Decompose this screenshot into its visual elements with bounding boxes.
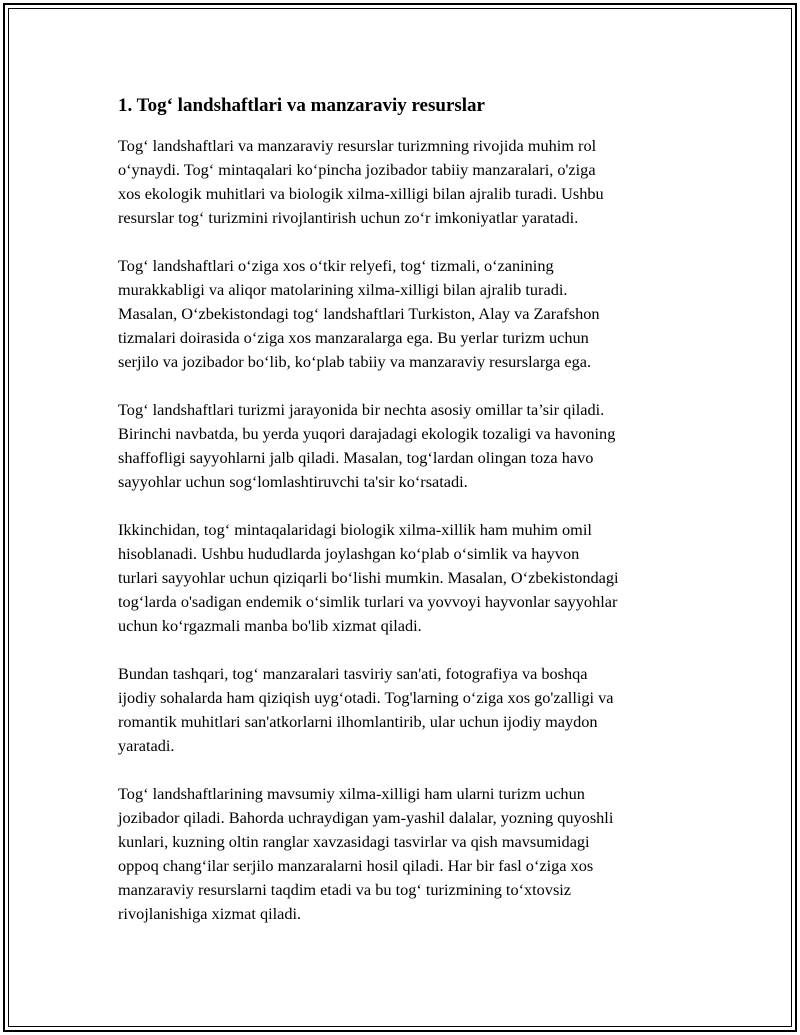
text-line: Tog‘ landshaftlari o‘ziga xos o‘tkir relyefi, tog‘ tizmali, o‘zanining [118, 256, 554, 275]
text-line: Masalan, O‘zbekistondagi tog‘ landshaftlari Turkiston, Alay va Zarafshon [118, 304, 600, 323]
text-line: sayyohlar uchun sog‘lomlashtiruvchi ta'sir ko‘rsatadi. [118, 472, 468, 491]
paragraph-4 [118, 518, 688, 638]
document-body [118, 94, 688, 950]
text-line: resurslar tog‘ turizmini rivojlantirish uchun zo‘r imkoniyatlar yaratadi. [118, 208, 579, 227]
text-line: serjilo va jozibador bo‘lib, ko‘plab tabiiy va manzaraviy resurslarga ega. [118, 352, 592, 371]
text-line: o‘ynaydi. Tog‘ mintaqalari ko‘pincha jozibador tabiiy manzaralari, o'ziga [118, 160, 596, 179]
text-line: xos ekologik muhitlari va biologik xilma-xilligi bilan ajralib turadi. Ushbu [118, 184, 604, 203]
text-line: jozibador qiladi. Bahorda uchraydigan yam-yashil dalalar, yozning quyoshli [118, 808, 614, 827]
text-line: uchun ko‘rgazmali manba bo'lib xizmat qiladi. [118, 616, 422, 635]
text-line: yaratadi. [118, 736, 175, 755]
text-line: tizmalari doirasida o‘ziga xos manzaralarga ega. Bu yerlar turizm uchun [118, 328, 589, 347]
paragraph-2 [118, 254, 688, 374]
text-line: kunlari, kuzning oltin ranglar xavzasidagi tasvirlar va qish mavsumidagi [118, 832, 590, 851]
paragraph-3 [118, 398, 688, 494]
text-line: tog‘larda o'sadigan endemik o‘simlik turlari va yovvoyi hayvonlar sayyohlar [118, 592, 618, 611]
text-line: Birinchi navbatda, bu yerda yuqori darajadagi ekologik tozaligi va havoning [118, 424, 616, 443]
paragraph-6 [118, 782, 688, 926]
text-line: manzaraviy resurslarni taqdim etadi va bu tog‘ turizmining to‘xtovsiz [118, 880, 572, 899]
text-line: shaffofligi sayyohlarni jalb qiladi. Masalan, tog‘lardan olingan toza havo [118, 448, 594, 467]
paragraph-5 [118, 662, 688, 758]
text-line: murakkabligi va aliqor matolarining xilma-xilligi bilan ajralib turadi. [118, 280, 568, 299]
text-line: hisoblanadi. Ushbu hududlarda joylashgan ko‘plab o‘simlik va hayvon [118, 544, 580, 563]
text-line: oppoq chang‘ilar serjilo manzaralarni hosil qiladi. Har bir fasl o‘ziga xos [118, 856, 594, 875]
text-line: Tog‘ landshaftlari va manzaraviy resurslar turizmning rivojida muhim rol [118, 136, 597, 155]
text-line: turlari sayyohlar uchun qiziqarli bo‘lishi mumkin. Masalan, O‘zbekistondagi [118, 568, 619, 587]
text-line: Bundan tashqari, tog‘ manzaralari tasviriy san'ati, fotografiya va boshqa [118, 664, 588, 683]
paragraph-1 [118, 134, 688, 230]
text-line: Tog‘ landshaftlarining mavsumiy xilma-xilligi ham ularni turizm uchun [118, 784, 585, 803]
text-line: romantik muhitlari san'atkorlarni ilhomlantirib, ular uchun ijodiy maydon [118, 712, 598, 731]
section-heading: 1. Tog‘ landshaftlari va manzaraviy resurslar [118, 95, 485, 116]
text-line: Ikkinchidan, tog‘ mintaqalaridagi biologik xilma-xillik ham muhim omil [118, 520, 592, 539]
text-line: rivojlanishiga xizmat qiladi. [118, 904, 302, 923]
text-line: ijodiy sohalarda ham qiziqish uyg‘otadi. Tog'larning o‘ziga xos go'zalligi va [118, 688, 614, 707]
text-line: Tog‘ landshaftlari turizmi jarayonida bir nechta asosiy omillar ta’sir qiladi. [118, 400, 605, 419]
